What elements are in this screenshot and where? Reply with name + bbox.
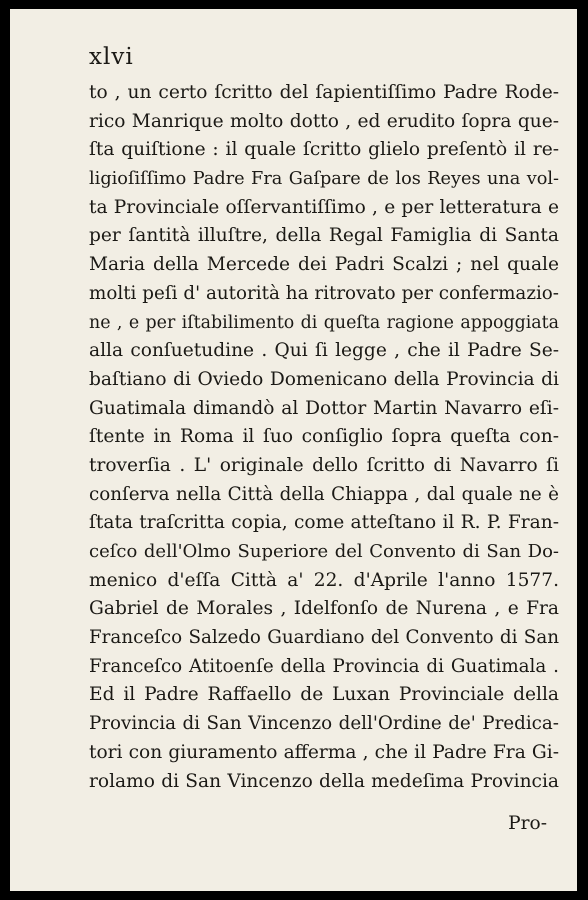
text-line: ſta quiſtione : il quale ſcritto glielo preſentò il re-	[89, 139, 559, 161]
text-line: Ed il Padre Raffaello de Luxan Provinciale della	[89, 684, 559, 706]
text-line: rico Manrique molto dotto , ed erudito ſopra que-	[89, 110, 559, 132]
text-line: alla conſuetudine . Qui ſi legge , che il Padre Se-	[89, 340, 559, 362]
text-line: Franceſco Salzedo Guardiano del Convento di San	[89, 627, 559, 649]
text-line: troverſia . L' originale dello ſcritto di Navarro ſi	[89, 454, 559, 476]
text-line: molti peſi d' autorità ha ritrovato per confermazio-	[89, 282, 559, 304]
text-line: Provincia di San Vincenzo dell'Ordine de' Predica-	[89, 713, 559, 735]
text-line: tori con giuramento afferma , che il Padre Fra Gi-	[89, 741, 559, 763]
text-line: ne , e per iſtabilimento di queſta ragione appoggiata	[89, 312, 559, 333]
text-line: conſerva nella Città della Chiappa , dal quale ne è	[89, 483, 559, 505]
text-line: Maria della Mercede dei Padri Scalzi ; nel quale	[89, 254, 559, 276]
text-line: Guatimala dimandò al Dottor Martin Navarro eſi-	[89, 397, 559, 419]
text-line: ta Provinciale oſſervantiſſimo , e per letteratura e	[89, 196, 559, 218]
text-line: ſtata traſcritta copia, come atteſtano il R. P. Fran-	[89, 512, 559, 534]
text-line: ſtente in Roma il ſuo conſiglio ſopra queſta con-	[89, 426, 559, 448]
body-text	[89, 79, 559, 796]
text-line: Franceſco Atitoenſe della Provincia di Guatimala .	[89, 655, 559, 677]
text-line: ceſco dell'Olmo Superiore del Convento di San Do-	[89, 541, 559, 562]
text-line: per ſantità illuſtre, della Regal Famiglia di Santa	[89, 225, 559, 247]
text-line: to , un certo ſcritto del ſapientiſſimo Padre Rode-	[89, 82, 559, 103]
catchword: Pro-	[508, 813, 547, 834]
text-line: baſtiano di Oviedo Domenicano della Provincia di	[89, 368, 559, 390]
text-line: menico d'eſſa Città a' 22. d'Aprile l'anno 1577.	[89, 569, 559, 591]
page-number: xlvi	[89, 44, 134, 70]
text-line: rolamo di San Vincenzo della medeſima Provincia	[89, 770, 559, 792]
text-line: ligioſiſſimo Padre Fra Gaſpare de los Reyes una vol-	[89, 169, 559, 190]
book-page	[10, 9, 577, 891]
text-line: Gabriel de Morales , Idelfonſo de Nurena , e Fra	[89, 598, 559, 620]
